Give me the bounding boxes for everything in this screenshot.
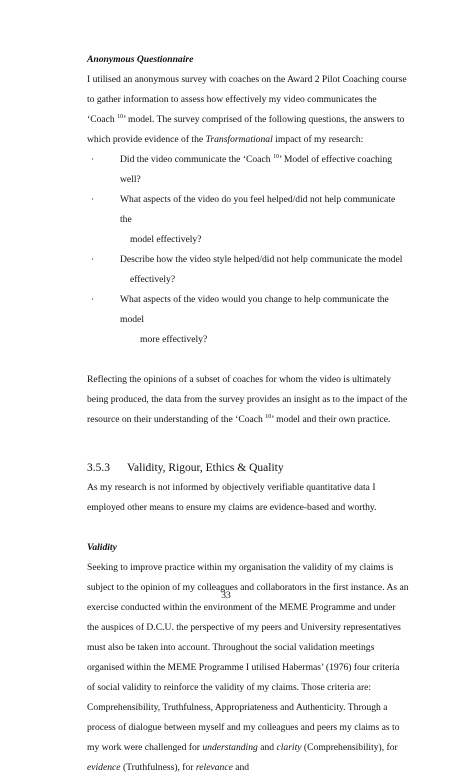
validity-paragraph: Seeking to improve practice within my organisation the validity of my claims is subject to the opinion of my colleagues and collaborators in the first instance. As an exercise conducted within the environment of the MEME Programme and under the auspices of D.C.U. the perspective of my peers and University representatives must also be taken into account. Throughout the social validation meetings organised within the MEME Programme I utilised Habermas’ (1976) four criteria of social validity to reinforce the validity of my claims. Those criteria are: Comprehensibility, Truthfulness, Appropriateness and Authenticity. Through a process of dialogue between myself and my colleagues and peers my claims as to my work were challenged for understanding and clarity (Comprehensibility), for evidence (Truthfulness), for relevance and [87, 562, 409, 773]
page-number: 33 [221, 590, 231, 601]
list-item: · What aspects of the video do you feel helped/did not help communicate the model effectively? [87, 190, 409, 250]
bullet-marker: · [91, 154, 95, 165]
section-intro: As my research is not informed by objectively verifiable quantitative data I employed other means to ensure my claims are evidence-based and worthy. [87, 482, 377, 513]
list-item: · Describe how the video style helped/did not help communicate the model effectively? [87, 250, 409, 290]
list-item: · Did the video communicate the ‘Coach $^{10}$’ Model of effective coaching well? [87, 150, 409, 190]
questionnaire-intro: I utilised an anonymous survey with coaches on the Award 2 Pilot Coaching course to gather information to assess how effectively my video communicates the ‘Coach $^{10}$’ model. The survey comprised of the following questions, the answers to which provide evidence of the Transformational impact of my research: [87, 74, 407, 145]
validity-heading: Validity [87, 542, 117, 553]
section-title: Validity, Rigour, Ethics & Quality [127, 462, 284, 474]
reflection-paragraph: Reflecting the opinions of a subset of coaches for whom the video is ultimately being produced, the data from the survey provides an insight as to the impact of the resource on their understanding of the ‘Coach $^{10}$’ model and their own practice. [87, 374, 408, 425]
bullet-marker: · [91, 294, 95, 305]
list-item: · What aspects of the video would you change to help communicate the model more effectively? [87, 290, 409, 350]
section-number: 3.5.3 [87, 462, 110, 474]
section-heading [87, 458, 409, 478]
bullet-marker: · [91, 254, 95, 265]
page-body [87, 50, 409, 778]
bullet-marker: · [91, 194, 95, 205]
questionnaire-heading: Anonymous Questionnaire [87, 54, 194, 65]
survey-question-list [87, 150, 409, 350]
